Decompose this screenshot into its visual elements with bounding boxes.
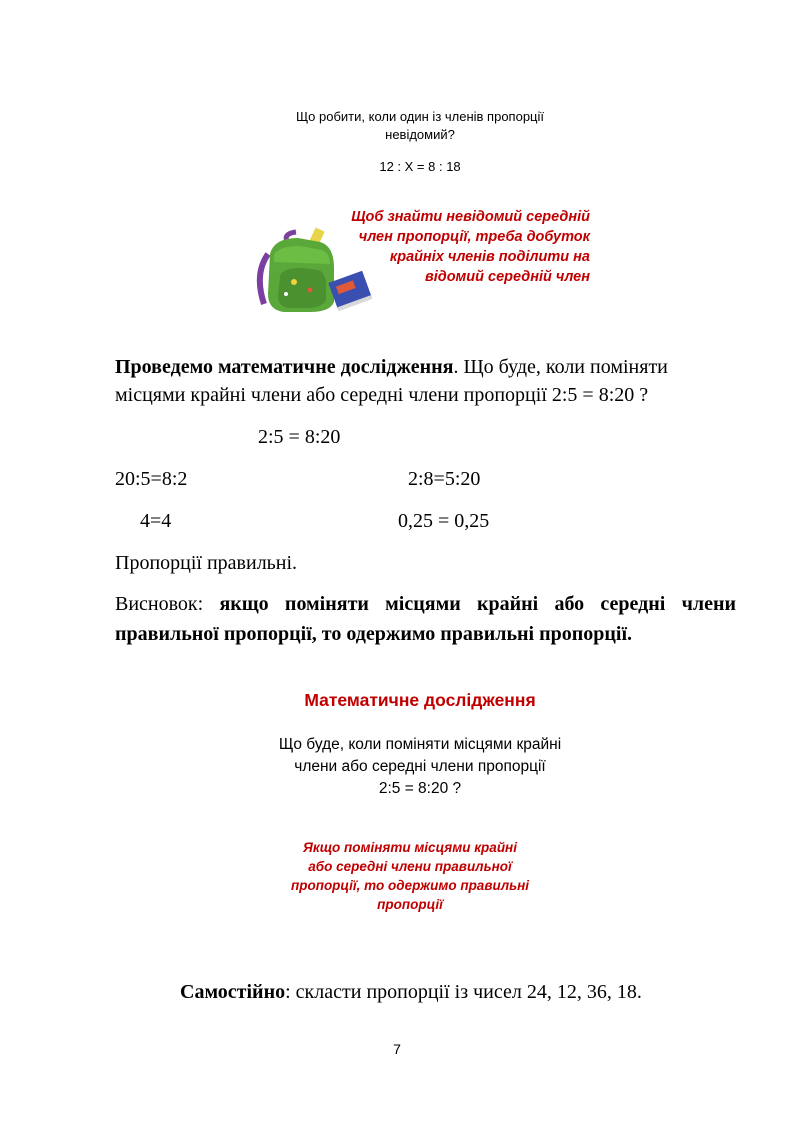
task: [180, 978, 642, 1006]
task-label: Самостійно: [180, 981, 286, 1003]
conclusion: [115, 589, 736, 649]
intro-rest: . Що буде, коли поміняти: [453, 356, 668, 378]
intro-bold: Проведемо математичне дослідження: [115, 356, 454, 378]
conclusion-line1-wrap: [115, 589, 736, 619]
slide1-rule: [300, 207, 590, 287]
intro-paragraph: [115, 353, 745, 409]
slide1-rule-line3: крайніх членів поділити на: [389, 249, 590, 265]
slide1-rule-line2: член пропорції, треба добуток: [358, 229, 590, 245]
intro-line1: [115, 353, 745, 381]
slide2-answer-line2: або середні члени правильної: [308, 859, 512, 874]
slide2-question: [220, 734, 620, 800]
slide1-question-line2: невідомий?: [385, 127, 455, 142]
slide2-answer-line3: пропорції, то одержимо правильні: [290, 878, 530, 893]
correct-text: Пропорції правильні.: [115, 552, 298, 574]
slide1-rule-line1: Щоб знайти невідомий середній: [351, 209, 590, 225]
slide2-question-line2: члени або середні члени пропорції: [294, 758, 546, 775]
conclusion-label: Висновок:: [115, 593, 220, 615]
slide1-question: [220, 108, 620, 144]
slide2-question-line3: 2:5 = 8:20 ?: [378, 780, 462, 797]
conclusion-line2-wrap: [115, 619, 736, 649]
conclusion-line2: правильної пропорції, то одержимо правильні пропорції.: [115, 623, 633, 645]
slide1-equation: 12 : Х = 8 : 18: [379, 159, 461, 174]
intro-line2: місцями крайні члени або середні члени пропорції 2:5 = 8:20 ?: [115, 384, 649, 406]
page-number: 7: [393, 1041, 401, 1057]
slide2-answer: [260, 838, 560, 914]
slide1-question-line1: Що робити, коли один із членів пропорції: [295, 109, 545, 124]
slide2-answer-line1: Якщо поміняти місцями крайні: [303, 840, 517, 855]
slide1-rule-line4: відомий середній член: [424, 269, 590, 285]
slide2-answer-line4: пропорції: [377, 897, 443, 912]
slide2-question-line1: Що буде, коли поміняти місцями крайні: [278, 736, 562, 753]
left-check: 4=4: [140, 510, 172, 532]
slide2-title: Математичне дослідження: [304, 690, 536, 710]
base-proportion: 2:5 = 8:20: [258, 426, 341, 448]
left-swap: 20:5=8:2: [115, 468, 188, 490]
conclusion-line1: якщо поміняти місцями крайні або середні члени: [219, 593, 737, 615]
right-check: 0,25 = 0,25: [398, 510, 490, 532]
right-swap: 2:8=5:20: [408, 468, 481, 490]
task-text: : скласти пропорції із чисел 24, 12, 36, 18.: [285, 981, 642, 1003]
